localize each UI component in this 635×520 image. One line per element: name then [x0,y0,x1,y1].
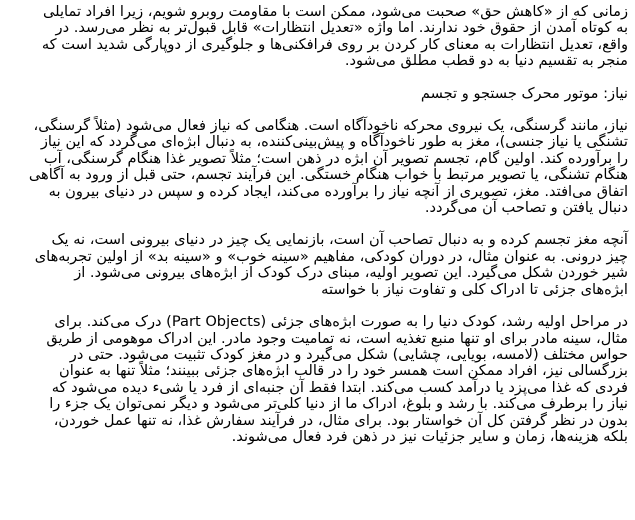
intro-paragraph: زمانی که از «کاهش حق» صحبت می‌شود، ممکن است با مقاومت روبرو شویم، زیرا افراد تمایلی به کوتاه آمدن از حقوق خود ندارند. اما واژه «تعدیل انتظارات» قابل قبول‌تر به نظر می‌رسد. در واقع، تعدیل انتظارات به معنای کار کردن بر روی فرافکنی‌ها و جلوگیری از دوپارگی شدید است که منجر به تقسیم دنیا به دو قطب مطلق می‌شود. [41,3,628,70]
section-paragraph: آنچه مغز تجسم کرده و به دنبال تصاحب آن است، بازنمایی یک چیز در دنیای بیرونی است، نه یک چیز درونی. به عنوان مثال، در دوران کودکی، مفاهیم «سینه خوب» و «سینه بد» از اولین تجربه‌های شیر خوردن شکل می‌گیرد. این تصویر اولیه، مبنای درک کودک از ابژه‌های بیرونی می‌شود. از ابژه‌های جزئی تا ادراک کلی و تفاوت نیاز با خواسته [34,231,628,298]
section-heading: نیاز: موتور محرک جستجو و تجسم [420,84,628,102]
section-paragraph: نیاز، مانند گرسنگی، یک نیروی محرکه ناخودآگاه است. هنگامی که نیاز فعال می‌شود (مثلاً گرسنگی، تشنگی یا نیاز جنسی)، مغز به طور ناخودآگاه و پیش‌بینی‌کننده، به دنبال ابژه‌ای می‌گردد که این نیاز را برآورده کند. اولین گام، تجسم تصویر آن ابژه در ذهن است؛ مثلاً تصویر غذا هنگام گرسنگی، آب هنگام تشنگی، یا تصویر مرتبط با خواب هنگام خستگی. این فرآیند تجسم، حتی قبل از ورود به آگاهی اتفاق می‌افتد. مغز، تصویری از آنچه نیاز را برآورده می‌کند، ایجاد کرده و سپس در دنیای بیرون به دنبال یافتن و تصاحب آن می‌گردد. [28,117,628,217]
section-paragraph: در مراحل اولیه رشد، کودک دنیا را به صورت ابژه‌های جزئی (Part Objects) درک می‌کند. برای مثال، سینه مادر برای او تنها منبع تغذیه است، نه تمامیت وجود مادر. این ادراک موهومی از طریق حواس مختلف (لامسه، بویایی، چشایی) شکل می‌گیرد و در مغز کودک تثبیت می‌شود. حتی در بزرگسالی نیز، افراد ممکن است همسر خود را در قالب ابژه‌های جزئی ببینند؛ مثلاً تنها به عنوان فردی که غذا می‌پزد یا درآمد کسب می‌کند. ابتدا فقط آن جنبه‌ای از فرد یا شیء دیده می‌شود که نیاز را برطرف می‌کند. با رشد و بلوغ، ادراک ما از دنیا کلی‌تر می‌شود و دیگر نمی‌توان یک جزء را بدون در نظر گرفتن کل آن خواستار بود. برای مثال، در فرآیند سفارش غذا، نه تنها عمل خوردن، بلکه هزینه‌ها، زمان و سایر جزئیات نیز در ذهن فرد فعال می‌شوند. [46,313,628,445]
